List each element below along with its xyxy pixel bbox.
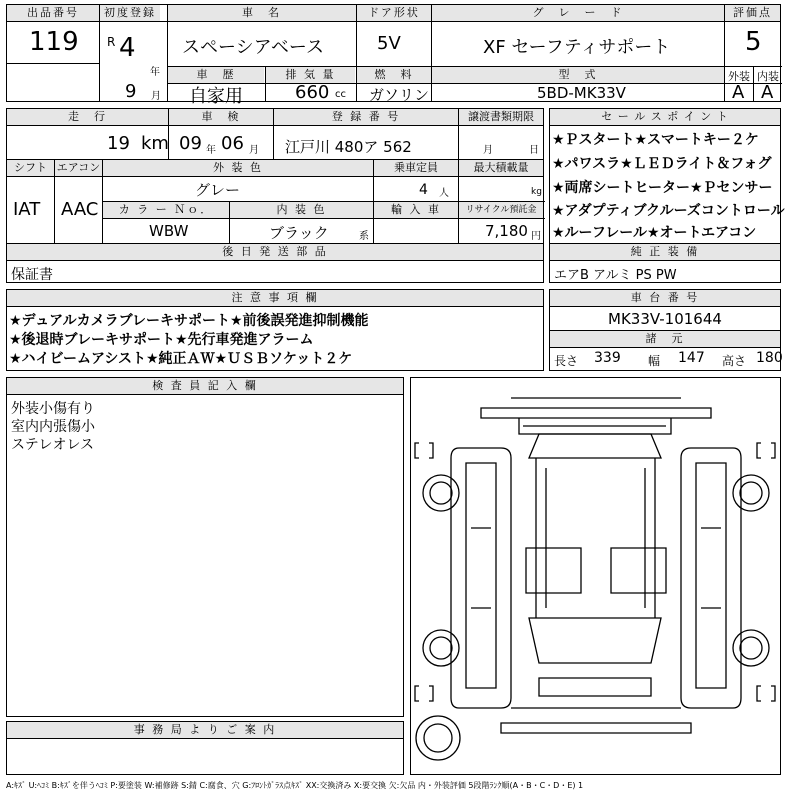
grade-label: グ レ ー ド: [432, 5, 724, 21]
int-color: ブラック: [269, 224, 329, 242]
after-parts: 保証書: [11, 267, 53, 283]
spec-label: 諸 元: [550, 331, 780, 347]
shift: IAT: [13, 199, 41, 220]
inspection-label: 車 検: [169, 109, 273, 125]
chassis-number: MK33V-101644: [608, 310, 722, 328]
office-section: [6, 721, 404, 775]
score: 5: [745, 27, 762, 57]
length-label: 長さ: [554, 354, 579, 368]
car-diagram: [410, 377, 781, 775]
color-no-label: カ ラ ー Ｎｏ．: [103, 202, 229, 218]
year-unit: 年: [150, 67, 160, 78]
chassis-section: [549, 289, 781, 371]
recycle-fee: 7,180: [485, 222, 528, 240]
chassis-label: 車 台 番 号: [550, 290, 780, 306]
car-outline-drawing: [411, 378, 780, 774]
fuel-label: 燃 料: [357, 67, 431, 83]
lot-number: 119: [29, 27, 79, 57]
grade: XF セーフティサポート: [483, 37, 671, 58]
insp-month-unit: 月: [249, 145, 259, 156]
first-reg-label: 初度登録: [100, 5, 160, 21]
ext-color-label: 外 装 色: [103, 160, 373, 176]
height-label: 高さ: [722, 354, 747, 368]
notes-label: 注 意 事 項 欄: [7, 290, 543, 306]
insp-year: 09: [179, 133, 202, 154]
inspector-line-3: ステレオレス: [11, 437, 95, 453]
ext-grade: A: [732, 82, 745, 103]
sales-point-5: ★ルーフレール★オートエアコン: [552, 225, 757, 241]
reg-year: 4: [119, 33, 136, 63]
height: 180: [756, 350, 783, 366]
aircon: AAC: [61, 199, 99, 220]
history-label: 車 歴: [168, 67, 264, 83]
displacement-label: 排 気 量: [266, 67, 355, 83]
legend-footer: A:ｷｽﾞ U:ﾍｺﾐ B:ｷｽﾞを伴うﾍｺﾐ P:要塗装 W:補修跡 S:錆 C:腐食、穴 G:ﾌﾛﾝﾄｶﾞﾗｽ点ｷｽﾞ XX:交換済み X:要交換 欠:欠品 内・外装評価 5段階ﾗﾝｸ順(A・B・C・D・E) 1: [6, 781, 584, 790]
transfer-label: 譲渡書類期限: [459, 109, 543, 125]
max-load-label: 最大積載量: [459, 160, 543, 176]
top-section: [6, 4, 781, 107]
notes-section: [6, 289, 544, 371]
width: 147: [678, 350, 705, 366]
recycle-unit: 円: [531, 231, 541, 242]
car-name-label: 車 名: [167, 5, 356, 21]
aircon-label: エアコン: [56, 161, 101, 174]
reg-number: 江戸川 480ア 562: [285, 138, 412, 156]
model-code: 5BD-MK33V: [537, 84, 626, 102]
sales-label: セ ー ル ス ポ イ ン ト: [550, 109, 780, 125]
insp-year-unit: 年: [206, 145, 216, 156]
transfer-day: 日: [529, 145, 539, 156]
door-label: ドア形状: [357, 5, 431, 21]
color-no: WBW: [149, 222, 189, 240]
load-unit: kg: [531, 187, 542, 197]
insp-month: 06: [221, 133, 244, 154]
score-label: 評価点: [725, 5, 780, 21]
note-line-3: ★ハイビームアシスト★純正ＡＷ★ＵＳＢソケット２ケ: [9, 351, 353, 367]
door-type: 5V: [377, 33, 401, 54]
sales-points-section: [549, 108, 785, 283]
length: 339: [594, 350, 621, 366]
lot-no-label: 出品番号: [7, 5, 99, 21]
month-unit: 月: [151, 91, 161, 102]
mileage-unit: km: [141, 133, 169, 154]
inspector-line-2: 室内内張傷小: [11, 419, 95, 435]
int-label: 内装: [757, 70, 779, 83]
displacement: 660: [295, 82, 330, 103]
recycle-label: リサイクル預託金: [459, 202, 543, 218]
reg-month: 9: [125, 81, 137, 102]
note-line-2: ★後退時ブレーキサポート★先行車発進アラーム: [9, 332, 314, 348]
inspector-section: [6, 377, 404, 717]
capacity-unit: 人: [439, 188, 449, 199]
shift-label: シフト: [7, 160, 54, 176]
equipment: エアB アルミ PS PW: [554, 268, 677, 283]
era: R: [107, 35, 116, 49]
inspector-label: 検 査 員 記 入 欄: [7, 378, 403, 394]
inspector-line-1: 外装小傷有り: [11, 401, 95, 417]
ext-label: 外装: [728, 70, 750, 83]
fuel: ガソリン: [369, 86, 430, 104]
sales-point-2: ★パワスラ★ＬＥＤライト＆フォグ: [552, 156, 772, 172]
width-label: 幅: [648, 354, 661, 368]
vehicle-info-section: [6, 108, 544, 283]
history: 自家用: [189, 86, 243, 107]
car-name: スペーシアベース: [182, 37, 325, 58]
capacity-label: 乗車定員: [374, 160, 458, 176]
note-line-1: ★デュアルカメラブレーキサポート★前後誤発進抑制機能: [9, 313, 369, 329]
sales-point-3: ★両席シートヒーター★Ｐセンサー: [552, 180, 773, 196]
model-label: 型 式: [432, 67, 724, 83]
sales-point-1: ★Ｐスタート★スマートキー２ケ: [552, 132, 759, 148]
sales-point-4: ★アダプティブクルーズコントロール: [552, 203, 785, 219]
mileage-label: 走 行: [7, 109, 168, 125]
transfer-month: 月: [483, 145, 493, 156]
equip-label: 純 正 装 備: [550, 244, 780, 260]
int-color-label: 内 装 色: [230, 202, 373, 218]
office-label: 事 務 局 よ り ご 案 内: [7, 722, 403, 738]
reg-no-label: 登 録 番 号: [274, 109, 458, 125]
after-parts-label: 後 日 発 送 部 品: [7, 244, 543, 260]
capacity: 4: [419, 182, 428, 198]
ext-color: グレー: [195, 181, 241, 199]
mileage: 19: [107, 133, 130, 154]
import-label: 輸 入 車: [374, 202, 458, 218]
int-color-suffix: 系: [359, 231, 369, 242]
displacement-unit: cc: [335, 89, 346, 100]
int-grade: A: [761, 82, 774, 103]
